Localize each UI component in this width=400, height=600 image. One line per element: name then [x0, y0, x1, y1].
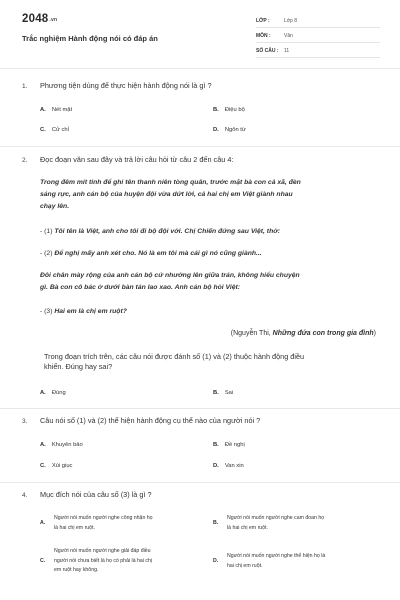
- question-text: Mục đích nói của câu số (3) là gì ?: [40, 490, 152, 499]
- source-work: Những đứa con trong gia đình: [272, 330, 374, 337]
- option-line: Người nói muốn người nghe thể hiện họ là: [227, 553, 326, 559]
- option-a[interactable]: [40, 442, 83, 448]
- dialogue-line-1: [40, 226, 370, 238]
- option-b[interactable]: [213, 514, 383, 544]
- option-letter: A.: [40, 520, 46, 526]
- meta-count-row: [256, 44, 380, 58]
- dialogue-text: Để nghị mấy anh xét cho. Nó là em tôi mà cái gì nó cũng giành...: [54, 250, 262, 257]
- passage-source: [40, 330, 376, 337]
- option-letter: D.: [213, 127, 219, 133]
- option-letter: B.: [213, 520, 219, 526]
- dialogue-marker: - (3): [40, 308, 55, 315]
- option-text: [227, 552, 377, 571]
- passage-line: gì. Bà con cô bác ở dưới bàn tán lao xao. Anh cán bộ hỏi Việt:: [40, 284, 241, 291]
- option-letter: A.: [40, 442, 46, 448]
- option-letter: C.: [40, 463, 46, 469]
- passage-paragraph-2: [40, 270, 370, 294]
- logo-text: 2048: [22, 13, 49, 25]
- meta-subject-key: MÔN :: [256, 33, 271, 39]
- option-d[interactable]: [213, 552, 383, 582]
- question-text: Đọc đoạn văn sau đây và trả lời câu hỏi từ câu 2 đến câu 4:: [40, 155, 234, 164]
- option-text: Sai: [224, 390, 234, 396]
- option-a[interactable]: [40, 514, 210, 544]
- dialogue-marker: - (1): [40, 228, 55, 235]
- question-divider: [0, 408, 400, 409]
- passage-line: sáng rực, anh cán bộ của huyện đội vừa dứt lời, cả hai chị em Việt giành nhau: [40, 191, 293, 198]
- option-c[interactable]: [40, 463, 72, 469]
- option-d[interactable]: [213, 127, 246, 133]
- option-text: Khuyên bảo: [51, 442, 83, 448]
- source-author: (Nguyễn Thi,: [230, 330, 273, 337]
- option-line: Người nói muốn người nghe công nhận họ: [54, 515, 153, 521]
- option-text: Nét mặt: [51, 107, 73, 113]
- header-divider: [0, 68, 400, 69]
- option-b[interactable]: [213, 390, 233, 396]
- passage-paragraph-1: [40, 177, 370, 213]
- option-text: Điệu bộ: [224, 107, 245, 113]
- question-text: Phương tiện dùng để thực hiện hành động nói là gì ?: [40, 81, 212, 90]
- meta-class-row: [256, 14, 380, 28]
- dialogue-text: Tôi tên là Việt, anh cho tôi đi bộ đội với. Chị Chiến đứng sau Việt, thở:: [54, 228, 281, 235]
- prompt-line: khiển. Đúng hay sai?: [44, 362, 113, 371]
- meta-count-key: SỐ CÂU :: [256, 48, 279, 54]
- question-number: 3.: [22, 418, 28, 425]
- option-line: hai chị em ruột.: [227, 562, 263, 569]
- option-b[interactable]: [213, 442, 245, 448]
- source-close: ): [373, 330, 376, 337]
- option-text: Ngôn từ: [224, 127, 246, 133]
- option-text: [227, 514, 377, 533]
- option-c[interactable]: [40, 127, 69, 133]
- question-divider: [0, 146, 400, 147]
- option-letter: D.: [213, 558, 219, 564]
- prompt-line: Trong đoạn trích trên, các câu nói được đánh số (1) và (2) thuộc hành động điều: [44, 352, 305, 361]
- option-line: em ruột hay không.: [54, 567, 99, 573]
- option-line: là hai chị em ruột.: [54, 524, 95, 531]
- option-text: [54, 514, 204, 533]
- document-title: Trắc nghiệm Hành động nói có đáp án: [22, 34, 158, 43]
- option-letter: D.: [213, 463, 219, 469]
- option-letter: A.: [40, 107, 46, 113]
- option-letter: B.: [213, 107, 219, 113]
- site-logo[interactable]: [22, 13, 57, 25]
- option-letter: C.: [40, 558, 46, 564]
- logo-suffix: .vn: [49, 17, 58, 23]
- question-number: 4.: [22, 492, 28, 499]
- meta-subject-row: [256, 29, 380, 43]
- meta-count-value: 11: [284, 48, 290, 54]
- option-text: Đề nghị: [224, 442, 245, 448]
- option-text: Cử chỉ: [51, 127, 69, 133]
- option-letter: B.: [213, 442, 219, 448]
- meta-class-key: LỚP :: [256, 18, 270, 24]
- option-letter: A.: [40, 390, 46, 396]
- passage-line: Đôi chân mày rộng của anh cán bộ cứ nhướng lên giữa trán, không hiểu chuyện: [40, 272, 300, 279]
- option-d[interactable]: [213, 463, 244, 469]
- option-letter: C.: [40, 127, 46, 133]
- option-c[interactable]: [40, 547, 210, 585]
- dialogue-line-2: [40, 248, 370, 260]
- option-a[interactable]: [40, 107, 72, 113]
- option-text: Đúng: [51, 390, 66, 396]
- meta-class-value: Lớp 8: [284, 18, 298, 24]
- option-line: Người nói muốn người nghe cam đoan họ: [227, 515, 325, 521]
- option-text: Van xin: [224, 463, 244, 469]
- dialogue-text: Hai em là chị em ruột?: [54, 308, 127, 315]
- question-number: 1.: [22, 83, 28, 90]
- option-letter: B.: [213, 390, 219, 396]
- question-number: 2.: [22, 157, 28, 164]
- option-line: người nói chưa biết là họ có phải là hai chị: [54, 557, 153, 564]
- question-divider: [0, 482, 400, 483]
- passage-line: Trong đêm mít tinh để ghi tên thanh niên tòng quân, trước mặt bà con cả xã, đèn: [40, 179, 301, 186]
- dialogue-marker: - (2): [40, 250, 55, 257]
- option-a[interactable]: [40, 390, 66, 396]
- option-b[interactable]: [213, 107, 245, 113]
- option-text: Xúi giục: [51, 463, 73, 469]
- question-prompt: [44, 352, 374, 372]
- option-text: [54, 547, 204, 576]
- option-line: Người nói muốn người nghe giải đáp điều: [54, 548, 151, 554]
- question-text: Câu nói số (1) và (2) thể hiện hành động cụ thể nào của người nói ?: [40, 416, 261, 425]
- dialogue-line-3: [40, 306, 370, 318]
- passage-line: chạy lên.: [40, 203, 70, 210]
- option-line: là hai chị em ruột.: [227, 524, 268, 531]
- meta-subject-value: Văn: [284, 33, 293, 39]
- page-header: [0, 0, 400, 66]
